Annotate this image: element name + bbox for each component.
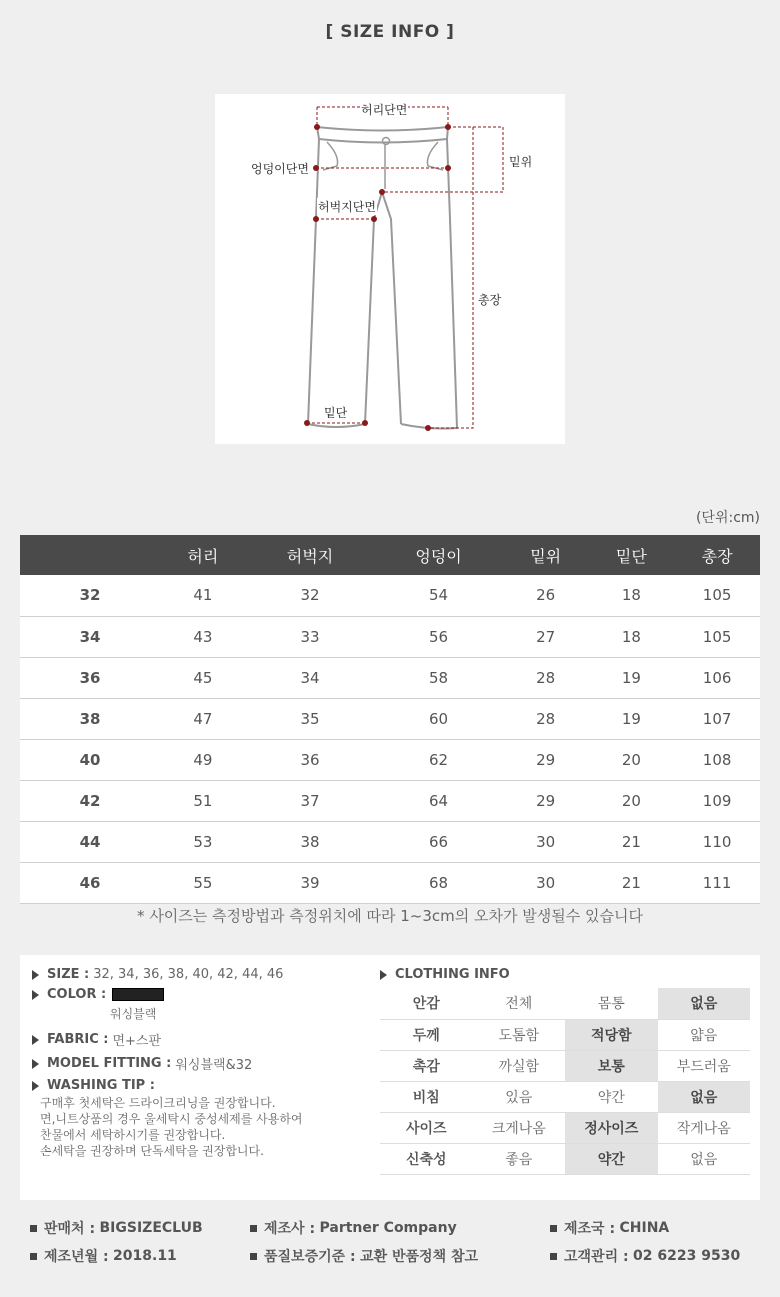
color-swatch bbox=[112, 988, 164, 1001]
country-value: CHINA bbox=[619, 1220, 670, 1236]
bullet-icon bbox=[250, 1253, 257, 1260]
clothing-info-option: 얇음 bbox=[658, 1019, 751, 1050]
table-cell: 43 bbox=[160, 616, 246, 657]
size-cell: 34 bbox=[20, 616, 160, 657]
table-cell: 35 bbox=[246, 698, 375, 739]
size-cell: 44 bbox=[20, 821, 160, 862]
model-fitting-row bbox=[32, 1054, 372, 1073]
size-label: SIZE : bbox=[47, 967, 90, 982]
clothing-info-option-selected: 없음 bbox=[658, 1081, 751, 1112]
pants-measurement-diagram bbox=[215, 94, 565, 444]
table-cell: 45 bbox=[160, 657, 246, 698]
table-cell: 20 bbox=[589, 780, 675, 821]
clothing-info-row bbox=[380, 988, 750, 1019]
clothing-info-label: 사이즈 bbox=[380, 1112, 473, 1143]
clothing-info-option: 크게나옴 bbox=[473, 1112, 566, 1143]
clothing-info-option: 부드러움 bbox=[658, 1050, 751, 1081]
rise-label: 밑위 bbox=[509, 155, 533, 169]
clothing-info-option-selected: 정사이즈 bbox=[565, 1112, 658, 1143]
table-cell: 107 bbox=[674, 698, 760, 739]
table-cell: 19 bbox=[589, 657, 675, 698]
color-row bbox=[32, 987, 372, 1002]
table-cell: 109 bbox=[674, 780, 760, 821]
table-cell: 49 bbox=[160, 739, 246, 780]
clothing-info-row bbox=[380, 1112, 750, 1143]
bullet-icon bbox=[550, 1253, 557, 1260]
washing-tip-row bbox=[32, 1078, 372, 1093]
warranty-label: 품질보증기준 : bbox=[264, 1249, 356, 1265]
model-fitting-label: MODEL FITTING : bbox=[47, 1056, 172, 1071]
table-cell: 60 bbox=[374, 698, 503, 739]
manufacture-date-info bbox=[30, 1246, 177, 1266]
arrow-icon bbox=[380, 970, 387, 980]
table-cell: 106 bbox=[674, 657, 760, 698]
table-row bbox=[20, 575, 760, 616]
warranty-info bbox=[250, 1246, 478, 1266]
hem-label: 밑단 bbox=[324, 406, 348, 420]
clothing-info-option: 없음 bbox=[658, 1143, 751, 1174]
table-cell: 30 bbox=[503, 821, 589, 862]
table-cell: 41 bbox=[160, 575, 246, 616]
table-row bbox=[20, 616, 760, 657]
thigh-label: 허벅지단면 bbox=[318, 200, 376, 214]
clothing-info-table bbox=[380, 988, 750, 1175]
clothing-info-option: 좋음 bbox=[473, 1143, 566, 1174]
size-table-header bbox=[20, 535, 760, 575]
clothing-info-row bbox=[380, 1081, 750, 1112]
table-cell: 47 bbox=[160, 698, 246, 739]
clothing-info-option: 도톰함 bbox=[473, 1019, 566, 1050]
table-cell: 54 bbox=[374, 575, 503, 616]
table-cell: 20 bbox=[589, 739, 675, 780]
table-cell: 28 bbox=[503, 657, 589, 698]
washing-line: 찬물에서 세탁하시기를 권장합니다. bbox=[40, 1128, 226, 1142]
color-label: COLOR : bbox=[47, 987, 107, 1002]
clothing-info-option: 몸통 bbox=[565, 988, 658, 1019]
clothing-info-option: 작게나옴 bbox=[658, 1112, 751, 1143]
clothing-info-title: CLOTHING INFO bbox=[395, 967, 510, 982]
table-cell: 27 bbox=[503, 616, 589, 657]
table-cell: 38 bbox=[246, 821, 375, 862]
clothing-info-row bbox=[380, 1050, 750, 1081]
table-cell: 110 bbox=[674, 821, 760, 862]
clothing-info-row bbox=[380, 1019, 750, 1050]
table-cell: 33 bbox=[246, 616, 375, 657]
length-label: 총장 bbox=[478, 293, 502, 307]
date-value: 2018.11 bbox=[113, 1248, 177, 1264]
table-row bbox=[20, 821, 760, 862]
table-row bbox=[20, 862, 760, 903]
table-cell: 32 bbox=[246, 575, 375, 616]
table-cell: 56 bbox=[374, 616, 503, 657]
clothing-info-option-selected: 보통 bbox=[565, 1050, 658, 1081]
table-cell: 105 bbox=[674, 575, 760, 616]
clothing-info-row bbox=[380, 1143, 750, 1174]
measurement-note: * 사이즈는 측정방법과 측정위치에 따라 1~3cm의 오차가 발생될수 있습니다 bbox=[137, 907, 643, 925]
table-cell: 58 bbox=[374, 657, 503, 698]
customer-service-info bbox=[550, 1246, 740, 1266]
cs-value: 02 6223 9530 bbox=[633, 1248, 741, 1264]
model-fitting-value: 워싱블랙&32 bbox=[175, 1058, 253, 1073]
table-cell: 51 bbox=[160, 780, 246, 821]
hip-label: 엉덩이단면 bbox=[251, 162, 309, 176]
arrow-icon bbox=[32, 970, 39, 980]
maker-label: 제조사 : bbox=[264, 1221, 316, 1237]
size-row bbox=[32, 967, 372, 982]
maker-value: Partner Company bbox=[319, 1220, 457, 1236]
table-cell: 68 bbox=[374, 862, 503, 903]
size-cell: 36 bbox=[20, 657, 160, 698]
warranty-value: 교환 반품정책 참고 bbox=[360, 1249, 479, 1265]
bullet-icon bbox=[550, 1225, 557, 1232]
header-cell: 밑단 bbox=[589, 535, 675, 575]
table-cell: 18 bbox=[589, 575, 675, 616]
table-cell: 29 bbox=[503, 780, 589, 821]
country-label: 제조국 : bbox=[564, 1221, 616, 1237]
washing-tip-text bbox=[40, 1095, 372, 1159]
header-cell: 밑위 bbox=[503, 535, 589, 575]
clothing-info bbox=[380, 967, 750, 1175]
washing-line: 구매후 첫세탁은 드라이크리닝을 권장합니다. bbox=[40, 1096, 276, 1110]
clothing-info-label: 두께 bbox=[380, 1019, 473, 1050]
table-cell: 111 bbox=[674, 862, 760, 903]
clothing-info-heading bbox=[380, 967, 750, 982]
size-table bbox=[20, 535, 760, 904]
arrow-icon bbox=[32, 1035, 39, 1045]
washing-tip-label: WASHING TIP : bbox=[47, 1078, 155, 1093]
table-cell: 36 bbox=[246, 739, 375, 780]
table-row bbox=[20, 657, 760, 698]
clothing-info-label: 비침 bbox=[380, 1081, 473, 1112]
arrow-icon bbox=[32, 1081, 39, 1091]
product-spec-list bbox=[32, 967, 372, 1159]
seller-label: 판매처 : bbox=[44, 1221, 96, 1237]
table-cell: 19 bbox=[589, 698, 675, 739]
bullet-icon bbox=[30, 1253, 37, 1260]
table-cell: 55 bbox=[160, 862, 246, 903]
bullet-icon bbox=[30, 1225, 37, 1232]
size-cell: 46 bbox=[20, 862, 160, 903]
table-cell: 64 bbox=[374, 780, 503, 821]
bullet-icon bbox=[250, 1225, 257, 1232]
date-label: 제조년월 : bbox=[44, 1249, 109, 1265]
size-cell: 42 bbox=[20, 780, 160, 821]
waist-label: 허리단면 bbox=[361, 103, 408, 117]
maker-info bbox=[250, 1218, 457, 1238]
table-cell: 39 bbox=[246, 862, 375, 903]
size-cell: 40 bbox=[20, 739, 160, 780]
table-row bbox=[20, 780, 760, 821]
clothing-info-option-selected: 약간 bbox=[565, 1143, 658, 1174]
header-cell bbox=[20, 535, 160, 575]
table-cell: 53 bbox=[160, 821, 246, 862]
table-row bbox=[20, 698, 760, 739]
clothing-info-option: 전체 bbox=[473, 988, 566, 1019]
cs-label: 고객관리 : bbox=[564, 1249, 629, 1265]
washing-line: 손세탁을 권장하며 단독세탁을 권장합니다. bbox=[40, 1144, 264, 1158]
table-row bbox=[20, 739, 760, 780]
arrow-icon bbox=[32, 990, 39, 1000]
page-title: [ SIZE INFO ] bbox=[325, 22, 455, 42]
clothing-info-label: 안감 bbox=[380, 988, 473, 1019]
pants-illustration bbox=[215, 94, 565, 444]
table-cell: 30 bbox=[503, 862, 589, 903]
fabric-row bbox=[32, 1030, 372, 1049]
color-name: 워싱블랙 bbox=[110, 1007, 157, 1021]
clothing-info-option: 있음 bbox=[473, 1081, 566, 1112]
fabric-value: 면+스판 bbox=[112, 1034, 162, 1049]
header-cell: 허리 bbox=[160, 535, 246, 575]
clothing-info-label: 신축성 bbox=[380, 1143, 473, 1174]
washing-line: 면,니트상품의 경우 울세탁시 중성세제를 사용하여 bbox=[40, 1112, 303, 1126]
table-cell: 21 bbox=[589, 821, 675, 862]
table-cell: 34 bbox=[246, 657, 375, 698]
seller-info bbox=[30, 1218, 203, 1238]
seller-value: BIGSIZECLUB bbox=[99, 1220, 203, 1236]
size-cell: 38 bbox=[20, 698, 160, 739]
clothing-info-option-selected: 적당함 bbox=[565, 1019, 658, 1050]
table-cell: 28 bbox=[503, 698, 589, 739]
product-info-panel bbox=[20, 955, 760, 1200]
fabric-label: FABRIC : bbox=[47, 1032, 109, 1047]
table-cell: 105 bbox=[674, 616, 760, 657]
table-cell: 108 bbox=[674, 739, 760, 780]
country-info bbox=[550, 1218, 669, 1238]
unit-label: (단위:cm) bbox=[695, 510, 760, 526]
table-cell: 37 bbox=[246, 780, 375, 821]
clothing-info-label: 촉감 bbox=[380, 1050, 473, 1081]
table-cell: 66 bbox=[374, 821, 503, 862]
header-cell: 허벅지 bbox=[246, 535, 375, 575]
table-cell: 26 bbox=[503, 575, 589, 616]
table-cell: 21 bbox=[589, 862, 675, 903]
table-cell: 62 bbox=[374, 739, 503, 780]
header-cell: 엉덩이 bbox=[374, 535, 503, 575]
header-cell: 총장 bbox=[674, 535, 760, 575]
clothing-info-option-selected: 없음 bbox=[658, 988, 751, 1019]
size-value: 32, 34, 36, 38, 40, 42, 44, 46 bbox=[93, 967, 284, 982]
table-cell: 29 bbox=[503, 739, 589, 780]
size-cell: 32 bbox=[20, 575, 160, 616]
table-cell: 18 bbox=[589, 616, 675, 657]
clothing-info-option: 약간 bbox=[565, 1081, 658, 1112]
arrow-icon bbox=[32, 1059, 39, 1069]
clothing-info-option: 까실함 bbox=[473, 1050, 566, 1081]
